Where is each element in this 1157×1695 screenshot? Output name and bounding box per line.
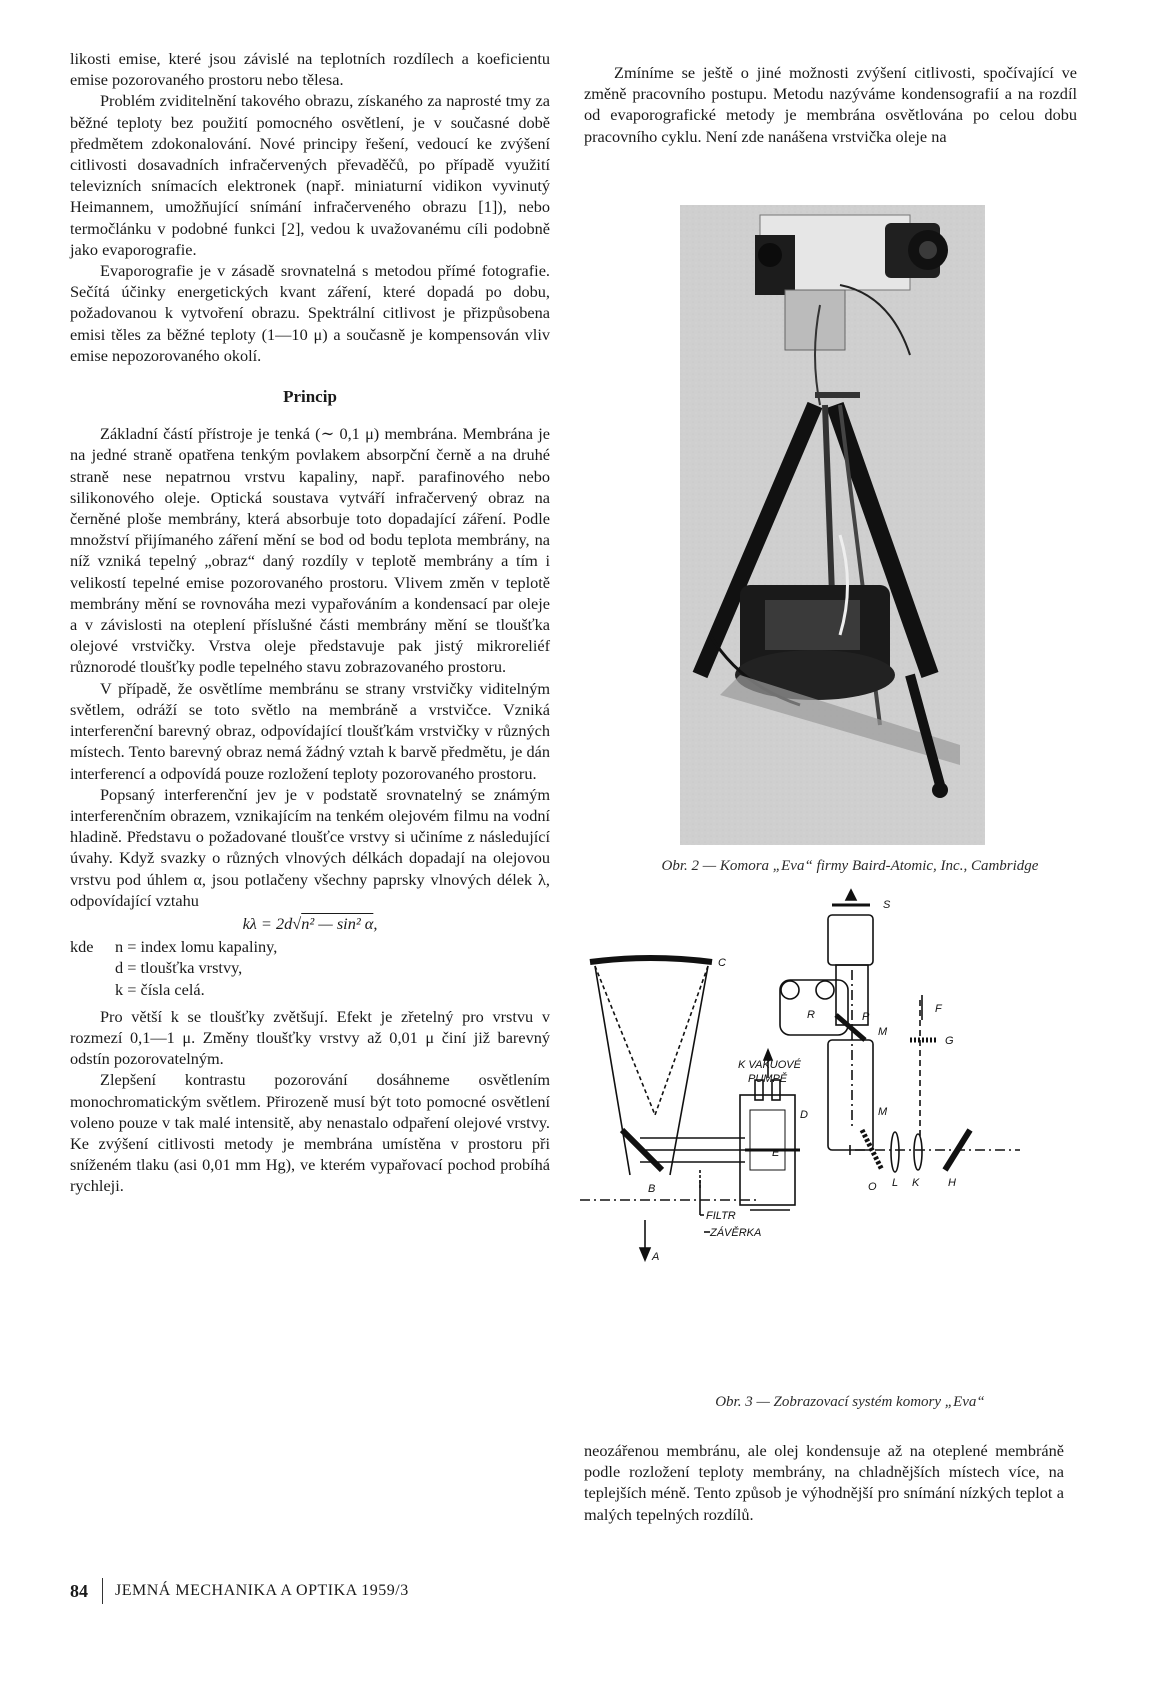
figure-caption: Obr. 3 — Zobrazovací systém komory „Eva“ <box>715 1394 985 1410</box>
label-s: S <box>883 899 891 911</box>
paragraph: Evaporografie je v zásadě srovnatelná s metodou přímé fotografie. Sečítá účinky energetických kvant záření, které dopadá po dobu, požadovanou k vytvoření obrazu. Spektrální citlivost je přizpůsobena emisi těles za běžné teploty (1—10 μ) a současně je kompensován vliv emise nepozorovaného okolí. <box>70 261 550 365</box>
definition-text: d = tloušťka vrstvy, <box>115 958 243 978</box>
concave-mirror-c <box>590 958 712 962</box>
equation-end: , <box>373 913 378 933</box>
label-c: C <box>718 957 726 969</box>
footer-divider <box>102 1578 103 1604</box>
equation-radicand: n² — sin² α <box>301 913 374 933</box>
definition-row <box>70 979 550 1000</box>
section-heading: Princip <box>283 387 337 407</box>
label-f: F <box>935 1003 942 1015</box>
paragraph: likosti emise, které jsou závislé na teplotních rozdílech a koeficientu emise pozorovaného prostoru nebo tělesa. <box>70 49 550 90</box>
variable-definitions <box>70 936 550 1000</box>
paragraph: Zlepšení kontrastu pozorování dosáhneme osvětlením monochromatickým světlem. Přirozeně musí být toto pomocné osvětlení voleno pouze v tak malé intensitě, aby nenastalo odpaření olejové vrstvy. Ke zvýšení citlivosti metody je membrána umístěna v prostoru při sníženém tlaku (asi 0,01 mm Hg), ve kterém vypařovací pochod probíhá rychleji. <box>70 1070 550 1196</box>
label-zaverka: ZÁVĚRKA <box>710 1227 762 1239</box>
definition-lead <box>70 979 115 1000</box>
camera-photo <box>680 205 985 845</box>
label-a: A <box>652 1251 660 1263</box>
camera-illustration <box>680 205 985 845</box>
label-m: M <box>878 1026 888 1038</box>
paragraph: neozářenou membránu, ale olej kondensuje až na oteplené membráně podle rozložení teploty membrány, na chladnějších místech více, na teplejších méně. Tento způsob je výhodnější pro snímání nízkých teplot a malých tepelných rozdílů. <box>584 1441 1064 1524</box>
definition-lead <box>70 957 115 978</box>
lens-k <box>914 1134 922 1170</box>
label-o: O <box>868 1181 877 1193</box>
label-p: P <box>862 1011 870 1023</box>
label-m: M <box>878 1106 888 1118</box>
left-column <box>70 48 550 1197</box>
equation-lhs: kλ = 2d <box>242 913 293 933</box>
paragraph: Problém zviditelnění takového obrazu, získaného za naprosté tmy za běžné teploty bez použití pomocného osvětlení, je v současné době předmětem zdokonalování. Nové principy řešení, vedoucí ke zvýšení citlivosti dosavadních infračervených převaděčů, po případě využití televizních snímacích elektronek (např. miniaturní vidikon vyvinutý Heimannem, umožňující snímání infračerveného obrazu [1]), nebo termočlánku v podobné funkci [2], vedou k uvažovanému cíli podobně jako evaporografie. <box>70 91 550 259</box>
mirror-h <box>945 1130 970 1170</box>
journal-title: JEMNÁ MECHANIKA A OPTIKA 1959/3 <box>115 1582 409 1599</box>
paragraph: Zmíníme se ještě o jiné možnosti zvýšení citlivosti, spočívající ve změně pracovního postupu. Metodu nazýváme kondensografií a na rozdíl od evaporografické metody je membrána osvětlována po celou dobu pracovního cyklu. Není zde nanášena vrstvička oleje na <box>584 63 1077 146</box>
definition-text: k = čísla celá. <box>115 979 205 999</box>
label-l: L <box>892 1177 899 1189</box>
definition-row <box>70 957 550 978</box>
figure-caption: Obr. 2 — Komora „Eva“ firmy Baird-Atomic, Inc., Cambridge <box>661 858 1039 874</box>
right-column-bottom <box>584 1440 1064 1525</box>
right-column-top <box>584 62 1077 147</box>
definition-text: n = index lomu kapaliny, <box>115 937 278 957</box>
label-h: H <box>948 1177 956 1189</box>
paragraph: V případě, že osvětlíme membránu se strany vrstvičky viditelným světlem, odráží se toto světlo na membráně a vrstvičce. Vzniká interferenční barevný obraz, odpovídající tloušťkám vrstvičky v různých místech. Tento barevný obraz nemá žádný vztah k barvě předmětu, je dán interferencí a odpovídá pouze rozložení teploty pozorovaného prostoru. <box>70 678 550 783</box>
label-b: B <box>648 1183 656 1195</box>
page-number: 84 <box>70 1580 88 1601</box>
paragraph: Popsaný interferenční jev je v podstatě srovnatelný se známým interferenčním obrazem, vznikajícím na tenkém olejovém filmu na vodní hladině. Představu o požadované tloušťce vrstvy si učiníme z následující úvahy. Když svazky o různých vlnových délkách dopadají na olejovou vrstvu pod úhlem α, jsou potlačeny všechny paprsky vlnových délek λ, odpovídající vztahu <box>70 784 550 910</box>
label-vacuum-pump: K VAKUOVÉ <box>738 1059 801 1071</box>
label-k: K <box>912 1177 920 1189</box>
definition-lead: kde <box>70 937 94 957</box>
label-vacuum-pump: PUMPĚ <box>748 1073 788 1085</box>
equation: kλ = 2d√n² — sin² α, <box>242 913 378 933</box>
label-e: E <box>772 1147 780 1159</box>
page-footer <box>70 1578 409 1604</box>
eyepiece-s <box>828 915 873 965</box>
paragraph: Pro větší k se tloušťky zvětšují. Efekt je zřetelný pro vrstvu v rozmezí 0,1—1 μ. Změny tloušťky vrstvy až 0,01 μ činí již barevný odstín pozorovatelným. <box>70 1006 550 1069</box>
optical-schematic <box>600 899 1070 1370</box>
label-r: R <box>807 1009 815 1021</box>
definition-row <box>70 936 550 957</box>
paragraph: Základní částí přístroje je tenká (∼ 0,1 μ) membrána. Membrána je na jedné straně opatřena tenkým povlakem absorpční černě a na druhé straně nese nepatrnou vrstvu kapaliny, např. parafinového nebo silikonového oleje. Optická soustava vytváří infračervený obraz na černěné ploše membrány, která absorbuje toto dopadající záření. Podle množství přijímaného záření mění se bod od bodu teplota membrány, na níž vzniká tepelný „obraz“ daný rozdíly v teplotě membrány a tím i velikostí tepelné emise pozorovaného prostoru. Vlivem změn v teplotě membrány mění se rovnováha mezi vypařováním a kondensací par oleje a v závislosti na oteplení příslušné části membrány mění se tloušťka olejové vrstvičky. Vrstva oleje představuje pak jistý mikroreliéf různorodé tloušťky podle tepelného stavu zobrazovaného prostoru. <box>70 424 550 677</box>
prism-p <box>836 1015 865 1040</box>
label-filtr: FILTR <box>706 1210 736 1222</box>
label-g: G <box>945 1035 954 1047</box>
lens-l <box>891 1132 899 1172</box>
label-d: D <box>800 1109 808 1121</box>
